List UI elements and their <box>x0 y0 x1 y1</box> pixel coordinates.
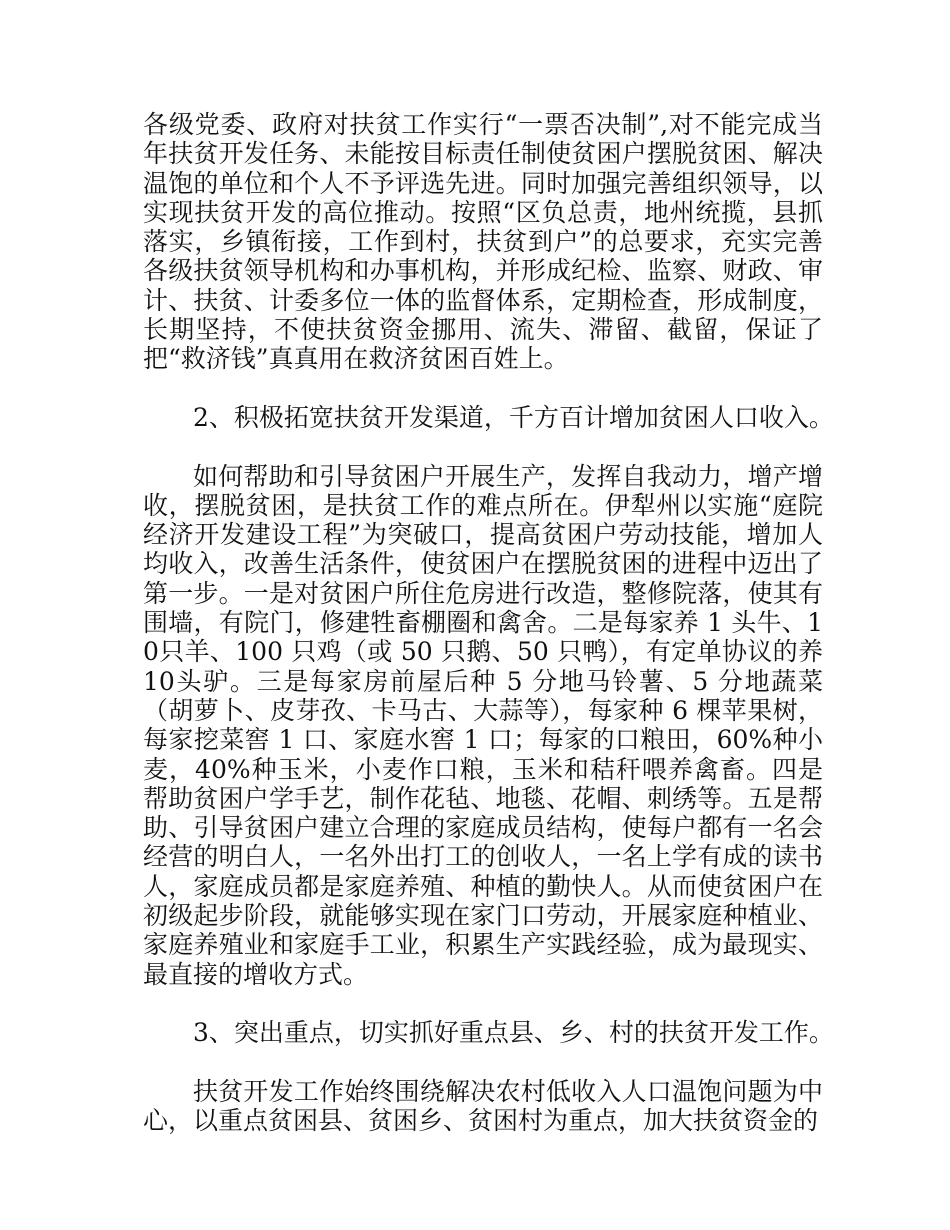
paragraph-oversight: 各级党委、政府对扶贫工作实行“一票否决制”,对不能完成当年扶贫开发任务、未能按目标责任制使贫困户摆脱贫困、解决温饱的单位和个人不予评选先进。同时加强完善组织领导，以实现扶贫开发的高位推动。按照“区负总责，地州统揽，县抓落实，乡镇衔接，工作到村，扶贫到户”的总要求，充实完善各级扶贫领导机构和办事机构，并形成纪检、监察、财政、审计、扶贫、计委多位一体的监督体系，定期检查，形成制度，长期坚持，不使扶贫资金挪用、流失、滞留、截留，保证了把“救济钱”真真用在救济贫困百姓上。 <box>143 110 823 374</box>
section-heading-2: 2、积极拓宽扶贫开发渠道，千方百计增加贫困人口收入。 <box>193 402 834 432</box>
section-heading-3: 3、突出重点，切实抓好重点县、乡、村的扶贫开发工作。 <box>193 1018 834 1048</box>
paragraph-key-areas: 扶贫开发工作始终围绕解决农村低收入人口温饱问题为中心，以重点贫困县、贫困乡、贫困村为重点，加大扶贫资金的 <box>143 1076 823 1136</box>
paragraph-courtyard-economy: 如何帮助和引导贫困户开展生产，发挥自我动力，增产增收，摆脱贫困，是扶贫工作的难点所在。伊犁州以实施“庭院经济开发建设工程”为突破口，提高贫困户劳动技能，增加人均收入，改善生活条件，使贫困户在摆脱贫困的进程中迈出了第一步。一是对贫困户所住危房进行改造，整修院落，使其有围墙，有院门，修建牲畜棚圈和禽舍。二是每家养 1 头牛、10只羊、100 只鸡（或 50 只鹅、50 只鸭），有定单协议的养 10头驴。三是每家房前屋后种 5 分地马铃薯、5 分地蔬菜（胡萝卜、皮芽孜、卡马古、大蒜等），每家种 6 棵苹果树，每家挖菜窖 1 口、家庭水窖 1 口；每家的口粮田，60%种小麦，40%种玉米，小麦作口粮，玉米和秸秆喂养禽畜。四是帮助贫困户学手艺，制作花毡、地毯、花帽、刺绣等。五是帮助、引导贫困户建立合理的家庭成员结构，使每户都有一名会经营的明白人，一名外出打工的创收人，一名上学有成的读书人，家庭成员都是家庭养殖、种植的勤快人。从而使贫困户在初级起步阶段，就能够实现在家门口劳动，开展家庭种植业、家庭养殖业和家庭手工业，积累生产实践经验，成为最现实、最直接的增收方式。 <box>143 461 823 989</box>
document-body <box>143 110 834 1165</box>
